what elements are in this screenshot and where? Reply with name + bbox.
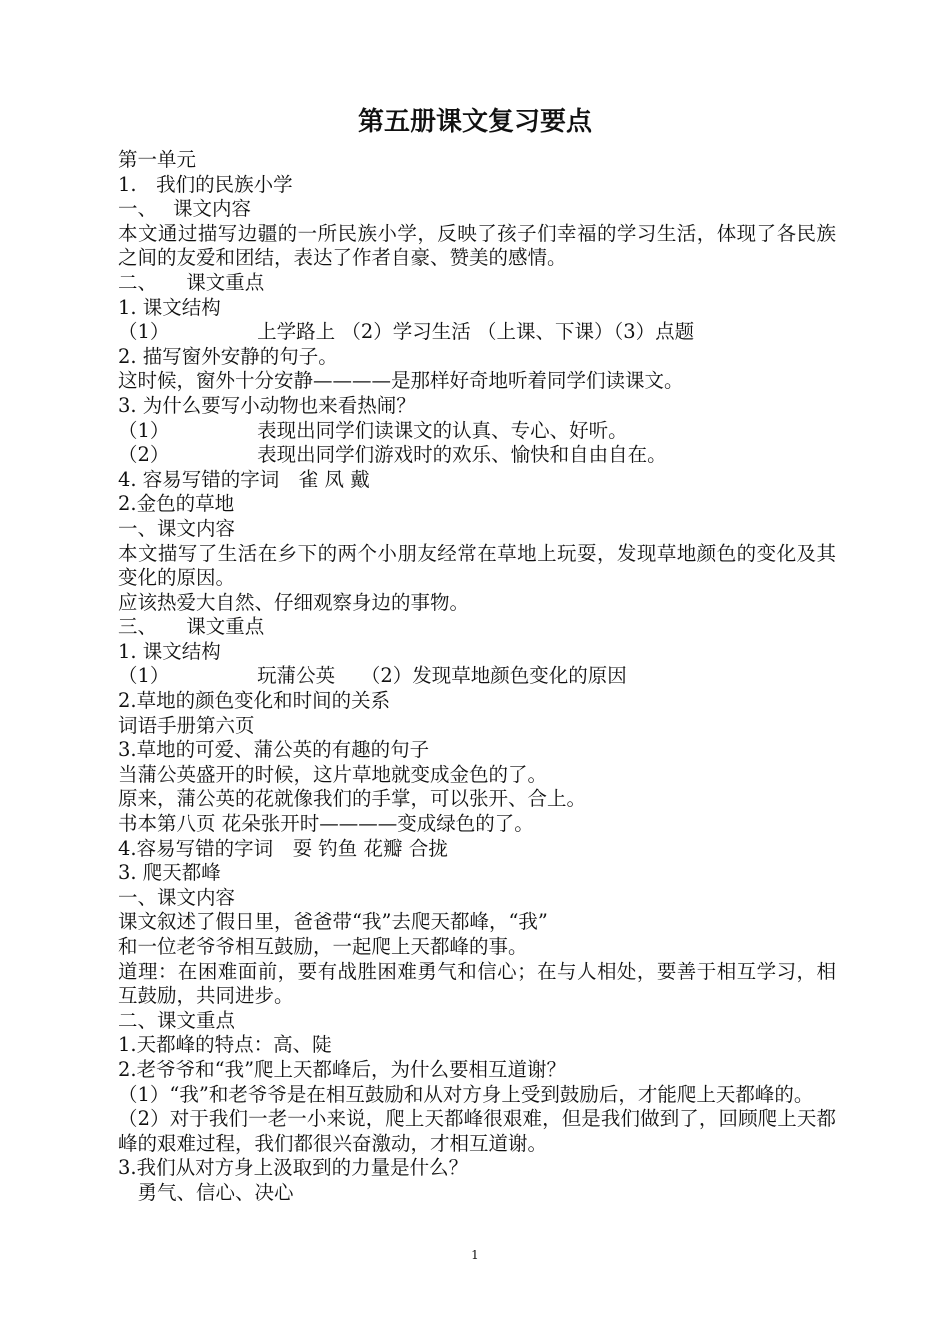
text-line: 一、课文内容	[118, 885, 236, 909]
text-line: （1） 玩蒲公英 （2）发现草地颜色变化的原因	[118, 664, 627, 688]
text-line: 应该热爱大自然、仔细观察身边的事物。	[118, 590, 470, 614]
text-line: 2. 描写窗外安静的句子。	[118, 344, 338, 368]
document-body	[118, 148, 836, 1206]
text-line: 本文通过描写边疆的一所民族小学，反映了孩子们幸福的学习生活，体现了各民族之间的友爱和团结，表达了作者自豪、赞美的感情。	[118, 221, 836, 270]
text-line: 1. 我们的民族小学	[118, 172, 293, 196]
text-line: 1. 课文结构	[118, 639, 221, 663]
text-line: 3.我们从对方身上汲取到的力量是什么？	[118, 1156, 469, 1180]
text-line: 词语手册第六页	[118, 713, 255, 737]
text-line: 2.草地的颜色变化和时间的关系	[118, 689, 391, 713]
text-line: 1.天都峰的特点：高、陡	[118, 1033, 332, 1057]
text-line: 1. 课文结构	[118, 295, 221, 319]
text-line: （1）“我”和老爷爷是在相互鼓励和从对方身上受到鼓励后，才能爬上天都峰的。	[118, 1082, 814, 1106]
text-line: （1） 表现出同学们读课文的认真、专心、好听。	[118, 418, 628, 442]
page-title: 第五册课文复习要点	[357, 107, 592, 137]
text-line: 勇气、信心、决心	[118, 1180, 294, 1204]
text-line: 二、 课文重点	[118, 270, 265, 294]
text-line: 3. 为什么要写小动物也来看热闹？	[118, 393, 416, 417]
text-line: 书本第八页 花朵张开时————变成绿色的了。	[118, 812, 534, 836]
text-line: 2.金色的草地	[118, 492, 235, 516]
text-line: 4.容易写错的字词 耍 钓鱼 花瓣 合拢	[118, 836, 448, 860]
text-line: 三、 课文重点	[118, 615, 265, 639]
text-line: 4. 容易写错的字词 雀 凤 戴	[118, 467, 370, 491]
text-line: 本文描写了生活在乡下的两个小朋友经常在草地上玩耍，发现草地颜色的变化及其变化的原因。	[118, 541, 836, 590]
text-line: 当蒲公英盛开的时候，这片草地就变成金色的了。	[118, 762, 548, 786]
text-line: 3.草地的可爱、蒲公英的有趣的句子	[118, 738, 430, 762]
text-line: 第一单元	[118, 148, 197, 171]
text-line: 课文叙述了假日里，爸爸带“我”去爬天都峰，“我”	[118, 910, 548, 934]
page-number: 1	[471, 1248, 479, 1262]
text-line: 一、 课文内容	[118, 197, 251, 221]
text-line: 一、课文内容	[118, 516, 236, 540]
text-line: （2） 表现出同学们游戏时的欢乐、愉快和自由自在。	[118, 443, 667, 467]
text-line: 和一位老爷爷相互鼓励，一起爬上天都峰的事。	[118, 935, 528, 958]
text-line: 这时候，窗外十分安静————是那样好奇地听着同学们读课文。	[118, 369, 684, 393]
text-line: 道理：在困难面前，要有战胜困难勇气和信心；在与人相处，要善于相互学习，相互鼓励，共同进步。	[118, 959, 836, 1008]
text-line: 二、课文重点	[118, 1008, 236, 1032]
text-line: 3. 爬天都峰	[118, 861, 221, 885]
text-line: 2.老爷爷和“我”爬上天都峰后，为什么要相互道谢？	[118, 1057, 567, 1081]
text-line: 原来，蒲公英的花就像我们的手掌，可以张开、合上。	[118, 787, 587, 811]
text-line: （2）对于我们一老一小来说，爬上天都峰很艰难，但是我们做到了，回顾爬上天都峰的艰难过程，我们都很兴奋激动，才相互道谢。	[118, 1107, 836, 1155]
text-line: （1） 上学路上 （2）学习生活 （上课、下课）（3）点题	[118, 320, 695, 344]
